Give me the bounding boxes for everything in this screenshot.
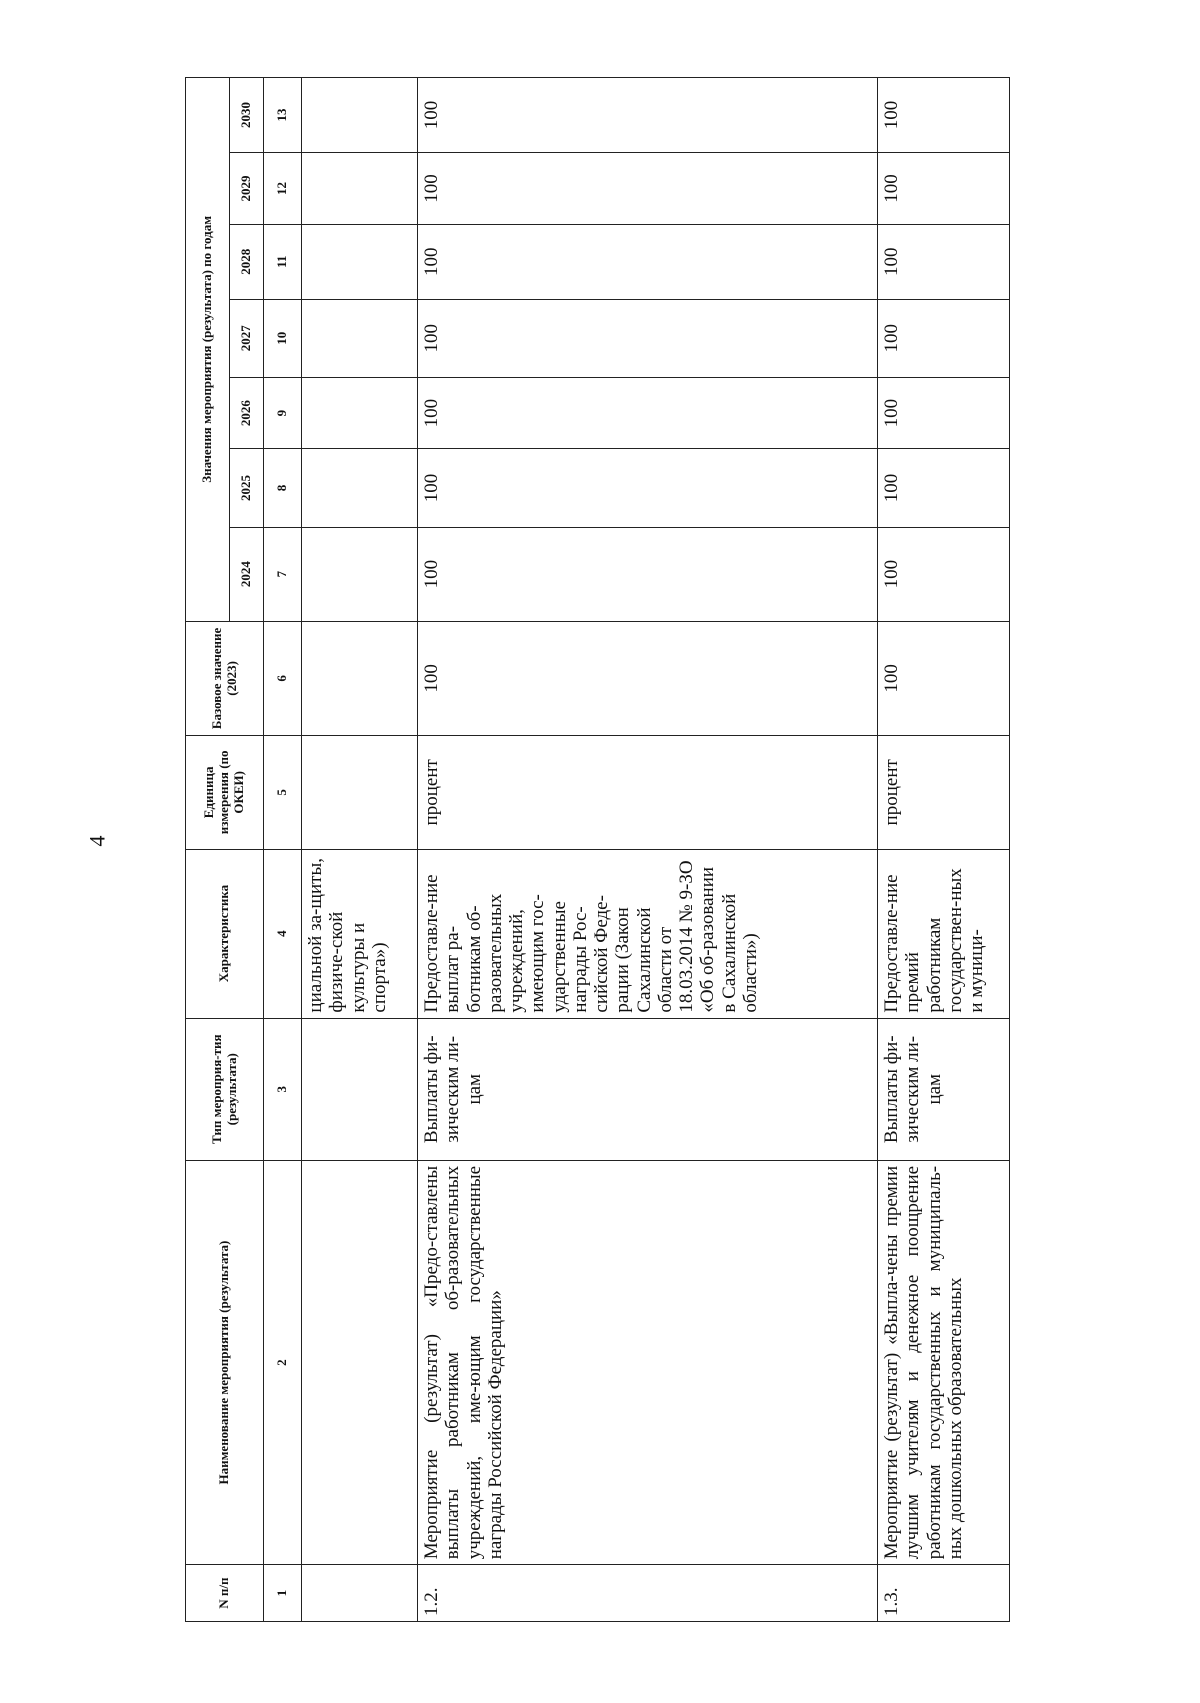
cell-value: 100 xyxy=(878,377,1010,449)
header-name: Наименование мероприятия (результата) xyxy=(186,1160,264,1564)
cell-characteristic: Предоставле-ние премий работникам государствен-ных и муници- xyxy=(878,849,1010,1018)
cell-name: Мероприятие (результат) «Выпла-чены премии лучшим учителям и денежное поощрение работникам государственных и муниципаль-ных дошкольных образовательных xyxy=(878,1160,1010,1564)
column-number: 13 xyxy=(264,78,302,153)
header-type: Тип мероприя-тия (результата) xyxy=(186,1018,264,1160)
cell-n: 1.3. xyxy=(878,1565,1010,1622)
cell-value: 100 xyxy=(878,78,1010,153)
header-year: 2027 xyxy=(230,299,264,377)
header-year: 2025 xyxy=(230,449,264,527)
results-table xyxy=(185,77,1010,1622)
table-row xyxy=(418,78,878,1622)
column-number: 5 xyxy=(264,736,302,849)
header-year: 2029 xyxy=(230,153,264,225)
header-year: 2028 xyxy=(230,224,264,299)
cell-unit: процент xyxy=(418,736,878,849)
header-unit: Единица измерения (по ОКЕИ) xyxy=(186,736,264,849)
cell-value xyxy=(302,78,418,153)
column-number: 10 xyxy=(264,299,302,377)
column-number: 7 xyxy=(264,527,302,621)
cell-value xyxy=(302,449,418,527)
cell-unit xyxy=(302,736,418,849)
cell-value xyxy=(302,377,418,449)
cell-unit: процент xyxy=(878,736,1010,849)
cell-characteristic: Предоставле-ние выплат ра-ботникам об-разовательных учреждений, имеющим гос-ударственные награды Рос-сийской Феде-рации (Закон Сахалинской области от 18.03.2014 № 9-ЗО «Об об-разовании в Сахалинской области») xyxy=(418,849,878,1018)
rotated-table-container xyxy=(185,77,1100,1622)
cell-n xyxy=(302,1565,418,1622)
column-number: 1 xyxy=(264,1565,302,1622)
cell-base: 100 xyxy=(878,621,1010,735)
cell-n: 1.2. xyxy=(418,1565,878,1622)
cell-type: Выплаты фи-зическим ли-цам xyxy=(418,1018,878,1160)
cell-value: 100 xyxy=(878,153,1010,225)
cell-value: 100 xyxy=(418,377,878,449)
cell-value: 100 xyxy=(878,527,1010,621)
cell-value xyxy=(302,527,418,621)
column-number: 12 xyxy=(264,153,302,225)
page-number: 4 xyxy=(84,835,110,847)
header-year: 2026 xyxy=(230,377,264,449)
cell-value: 100 xyxy=(418,224,878,299)
header-values-group: Значения мероприятия (результата) по годам xyxy=(186,78,230,622)
column-number: 6 xyxy=(264,621,302,735)
column-number: 8 xyxy=(264,449,302,527)
cell-type xyxy=(302,1018,418,1160)
column-number: 9 xyxy=(264,377,302,449)
cell-value: 100 xyxy=(418,299,878,377)
column-number: 4 xyxy=(264,849,302,1018)
cell-value: 100 xyxy=(418,449,878,527)
header-year: 2030 xyxy=(230,78,264,153)
header-characteristic: Характеристика xyxy=(186,849,264,1018)
cell-value: 100 xyxy=(418,153,878,225)
table-row xyxy=(302,78,418,1622)
header-n: N п/п xyxy=(186,1565,264,1622)
header-base: Базовое значение (2023) xyxy=(186,621,264,735)
cell-characteristic: циальной за-щиты, физиче-ской культуры и спорта») xyxy=(302,849,418,1018)
column-number: 2 xyxy=(264,1160,302,1564)
cell-value: 100 xyxy=(418,527,878,621)
cell-value xyxy=(302,153,418,225)
cell-name xyxy=(302,1160,418,1564)
header-year: 2024 xyxy=(230,527,264,621)
cell-value: 100 xyxy=(418,78,878,153)
cell-value: 100 xyxy=(878,449,1010,527)
cell-base: 100 xyxy=(418,621,878,735)
table-row xyxy=(878,78,1010,1622)
cell-name: Мероприятие (результат) «Предо-ставлены выплаты работникам об-разовательных учреждений, име-ющим государственные награды Российской Федерации» xyxy=(418,1160,878,1564)
column-number: 3 xyxy=(264,1018,302,1160)
cell-type: Выплаты фи-зическим ли-цам xyxy=(878,1018,1010,1160)
cell-value: 100 xyxy=(878,224,1010,299)
cell-value: 100 xyxy=(878,299,1010,377)
cell-base xyxy=(302,621,418,735)
column-number: 11 xyxy=(264,224,302,299)
cell-value xyxy=(302,299,418,377)
cell-value xyxy=(302,224,418,299)
